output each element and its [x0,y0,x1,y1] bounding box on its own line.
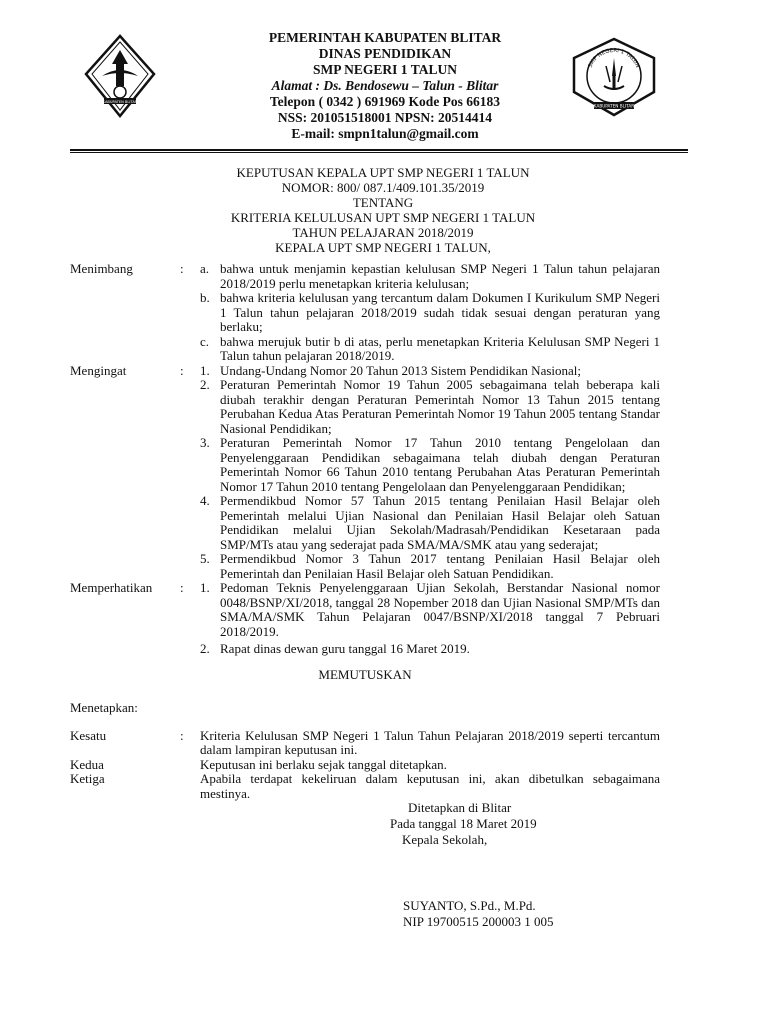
svg-text:SMP NEGERI 1 TALUN: SMP NEGERI 1 TALUN [587,47,641,69]
kedua-clause [70,758,660,773]
item-text: Undang-Undang Nomor 20 Tahun 2013 Sistem Pendidikan Nasional; [220,362,582,378]
ketiga-label: Ketiga [70,771,105,786]
item-number: 5. [200,551,210,566]
colon: : [180,362,184,378]
item-number: 1. [200,580,210,595]
item-number: 2. [200,641,210,656]
title-tentang: TENTANG [352,195,414,210]
mengingat-label: Mengingat [70,362,127,378]
item-text: Permendikbud Nomor 57 Tahun 2015 tentang Penilaian Hasil Belajar oleh Pemerintah melalui Ujian Nasional dan Penilaian Hasil Belajar oleh Satuan Pendidikan melalui Ujian Sekolah/Madrasah/Pendidikan Kesetaraan pada SMP/MTs atau yang sederajat pada SMA/MA/SMK atau yang sederajat; [220,493,660,552]
smpn1-talun-logo [568,36,660,118]
kabupaten-blitar-logo [84,34,156,118]
title-line-1: KEPUTUSAN KEPALA UPT SMP NEGERI 1 TALUN [236,165,530,180]
mengingat-item [70,552,660,581]
ketiga-text: Apabila terdapat kekeliruan dalam keputusan ini, akan dibetulkan sebagaimana mestinya. [200,771,660,801]
kedua-text: Keputusan ini berlaku sejak tanggal ditetapkan. [200,756,447,772]
item-text: Pedoman Teknis Penyelenggaraan Ujian Sekolah, Berstandar Nasional nomor 0048/BSNP/XI/2018, tanggal 28 Nopember 2018 dan Ujian Nasional SMP/MTs dan SMA/MA/SMK Tahun Pelajaran 0047/BSNP/XI/2018 tanggal 7 Pebruari 2018/2019. [220,580,660,639]
item-text: Peraturan Pemerintah Nomor 19 Tahun 2005 sebagaimana telah beberapa kali diubah terakhir dengan Peraturan Pemerintah Nomor 13 Tahun 2015 tentang Perubahan Kedua Atas Peraturan Pemerintah Nomor 19 Tahun 2005 tentang Standar Nasional Pendidikan; [220,377,660,436]
letterhead [205,30,565,142]
letterhead-school: SMP NEGERI 1 TALUN [313,62,457,77]
menetapkan-label: Menetapkan: [70,700,138,715]
title-number: NOMOR: 800/ 087.1/409.101.35/2019 [281,180,485,195]
kesatu-label: Kesatu [70,727,107,743]
memperhatikan-item [70,581,660,639]
mengingat-item [70,378,660,436]
kesatu-clause [70,729,660,758]
kedua-label: Kedua [70,756,104,772]
letterhead-address: Alamat : Ds. Bendosewu – Talun - Blitar [271,78,499,93]
letterhead-agency: DINAS PENDIDIKAN [318,46,452,61]
kesatu-text: Kriteria Kelulusan SMP Negeri 1 Talun Tahun Pelajaran 2018/2019 seperti tercantum dalam lampiran keputusan ini. [200,727,660,757]
signatory-name: SUYANTO, S.Pd., M.Pd. [403,898,536,913]
memutuskan-heading: MEMUTUSKAN [318,666,412,682]
item-number: c. [200,333,210,349]
item-number: 4. [200,493,210,508]
menimbang-item [70,291,660,335]
letterhead-email: E-mail: smpn1talun@gmail.com [291,126,479,141]
signatory-nip: NIP 19700515 200003 1 005 [403,914,554,929]
memperhatikan-label: Memperhatikan [70,580,153,595]
colon: : [180,580,184,595]
menimbang-label: Menimbang [70,261,133,276]
mengingat-item [70,364,660,379]
signature-role: Kepala Sekolah, [402,832,488,847]
title-subject: KRITERIA KELULUSAN UPT SMP NEGERI 1 TALUN [230,210,536,225]
svg-text:KABUPATEN BLITAR: KABUPATEN BLITAR [102,100,138,104]
decree-body [70,262,660,801]
item-text: bahwa untuk menjamin kepastian kelulusan SMP Negeri 1 Talun tahun pelajaran 2018/2019 perlu menetapkan kriteria kelulusan; [220,261,660,291]
menimbang-item [70,262,660,291]
signature-place: Ditetapkan di Blitar [408,800,512,815]
title-year: TAHUN PELAJARAN 2018/2019 [292,225,474,240]
title-issuer: KEPALA UPT SMP NEGERI 1 TALUN, [275,240,491,255]
item-number: 1. [200,362,210,378]
letterhead-government: PEMERINTAH KABUPATEN BLITAR [268,30,502,45]
letterhead-rule-thin [70,152,688,153]
item-number: 3. [200,435,210,450]
item-number: b. [200,290,210,305]
svg-text:KABUPATEN BLITAR: KABUPATEN BLITAR [593,103,635,109]
mengingat-item [70,494,660,552]
letterhead-rule-thick [70,149,688,151]
mengingat-item [70,436,660,494]
letterhead-nss: NSS: 201051518001 NPSN: 20514414 [277,110,493,125]
item-number: a. [200,261,210,276]
item-text: bahwa kriteria kelulusan yang tercantum dalam Dokumen I Kurikulum SMP Negeri 1 Talun tahun pelajaran 2018/2019 sudah tidak sesuai dengan peraturan yang berlaku; [220,290,660,334]
item-text: Rapat dinas dewan guru tanggal 16 Maret 2019. [220,641,470,656]
memperhatikan-item [70,642,660,657]
item-number: 2. [200,377,210,392]
colon: : [180,727,184,743]
signature-date: Pada tanggal 18 Maret 2019 [390,816,537,831]
letterhead-phone: Telepon ( 0342 ) 691969 Kode Pos 66183 [269,94,501,109]
item-text: bahwa merujuk butir b di atas, perlu menetapkan Kriteria Kelulusan SMP Negeri 1 Talun tahun pelajaran 2018/2019. [220,333,660,363]
ketiga-clause [70,772,660,801]
colon: : [180,261,184,276]
menimbang-item [70,335,660,364]
item-text: Permendikbud Nomor 3 Tahun 2017 tentang Penilaian Hasil Belajar oleh Pemerintah dan Penilaian Hasil Belajar oleh Satuan Pendidikan. [220,551,660,581]
decree-title [170,165,596,255]
item-text: Peraturan Pemerintah Nomor 17 Tahun 2010 tentang Pengelolaan dan Penyelenggaraan Pendidikan sebagaimana telah diubah dengan Peraturan Pemerintah Nomor 66 Tahun 2010 tentang Perubahan Atas Peraturan Pemerintah Nomor 17 Tahun 2010 tentang Pengelolaan dan Penyelenggaraan Pendidikan; [220,435,660,494]
